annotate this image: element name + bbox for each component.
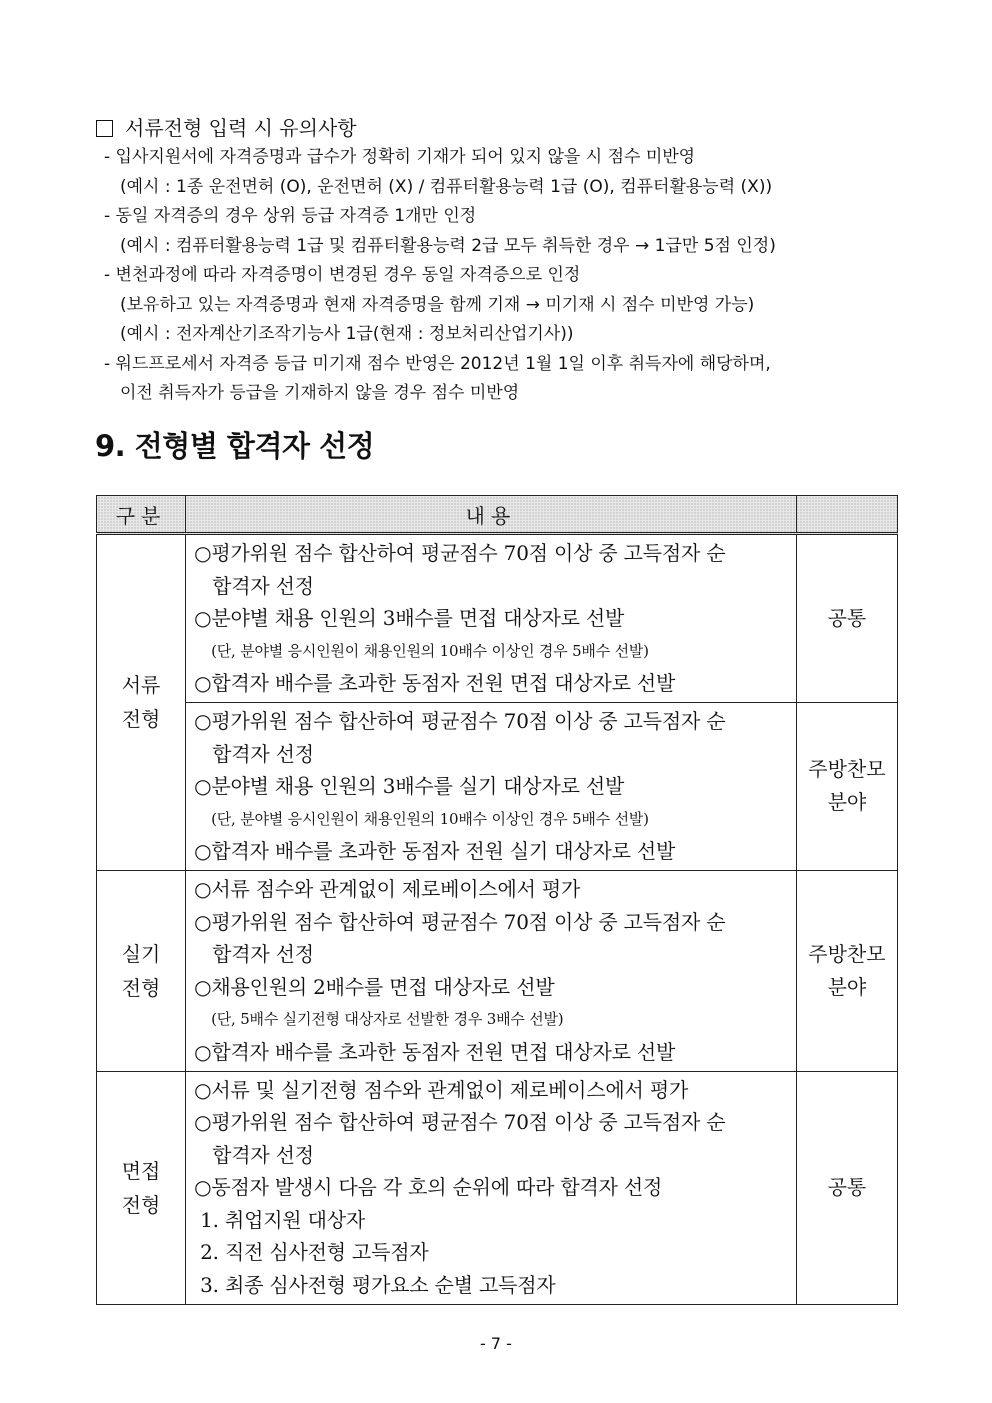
category-cell bbox=[97, 870, 186, 1071]
table-row bbox=[97, 870, 898, 1071]
table-row bbox=[97, 702, 898, 870]
content-line: 3. 최종 심사전형 평가요소 순별 고득점자 bbox=[200, 1273, 556, 1298]
notice-line: - 동일 자격증의 경우 상위 등급 자격증 1개만 인정 bbox=[104, 206, 477, 226]
content-line: 1. 취업지원 대상자 bbox=[200, 1207, 365, 1232]
notice-line: - 변천과정에 따라 자격증명이 변경된 경우 동일 자격증으로 인정 bbox=[104, 265, 581, 285]
content-line: ○평가위원 점수 합산하여 평균점수 70점 이상 중 고득점자 순 bbox=[194, 541, 726, 565]
content-line: 2. 직전 심사전형 고득점자 bbox=[200, 1240, 429, 1265]
section-heading: 9. 전형별 합격자 선정 bbox=[95, 429, 375, 463]
content-line: ○합격자 배수를 초과한 동점자 전원 실기 대상자로 선발 bbox=[194, 839, 676, 864]
category-label: 서류 전형 bbox=[121, 673, 161, 732]
content-line: ○채용인원의 2배수를 면접 대상자로 선발 bbox=[194, 974, 555, 999]
table-row bbox=[97, 1071, 898, 1304]
checkbox-square-icon bbox=[96, 120, 113, 137]
notice-lines bbox=[96, 143, 896, 409]
notice-title bbox=[96, 113, 896, 143]
content-line: ○평가위원 점수 합산하여 평균점수 70점 이상 중 고득점자 순 bbox=[194, 909, 726, 934]
content-line: ○평가위원 점수 합산하여 평균점수 70점 이상 중 고득점자 순 bbox=[194, 708, 726, 733]
notice-line: (예시 : 전자계산기조작기능사 1급(현재 : 정보처리산업기사)) bbox=[120, 324, 574, 344]
content-line: 합격자 선정 bbox=[212, 573, 314, 598]
page-number: - 7 - bbox=[480, 1334, 512, 1353]
content-line: (단, 분야별 응시인원이 채용인원의 10배수 이상인 경우 5배수 선발) bbox=[211, 641, 649, 660]
content-cell bbox=[186, 702, 797, 870]
notice-line: - 입사지원서에 자격증명과 급수가 정확히 기재가 되어 있지 않을 시 점수 미반영 bbox=[104, 147, 696, 167]
selection-table bbox=[96, 495, 898, 1305]
content-line: (단, 5배수 실기전형 대상자로 선발한 경우 3배수 선발) bbox=[211, 1010, 564, 1029]
notice-line: (보유하고 있는 자격증명과 현재 자격증명을 함께 기재 → 미기재 시 점수 미반영 가능) bbox=[120, 294, 755, 315]
content-line: (단, 분야별 응시인원이 채용인원의 10배수 이상인 경우 5배수 선발) bbox=[211, 809, 649, 828]
header-category: 구분 bbox=[97, 496, 186, 534]
scope-label: 공통 bbox=[827, 605, 867, 630]
scope-label: 주방찬모 분야 bbox=[808, 757, 886, 815]
content-line: 합격자 선정 bbox=[212, 1142, 314, 1167]
scope-label: 주방찬모 분야 bbox=[808, 941, 886, 999]
category-label: 실기 전형 bbox=[121, 941, 161, 1000]
notice-line: - 워드프로세서 자격증 등급 미기재 점수 반영은 2012년 1월 1일 이후 취득자에 해당하며, bbox=[104, 353, 771, 374]
scope-cell bbox=[796, 870, 897, 1071]
notice-title-text: 서류전형 입력 시 유의사항 bbox=[125, 116, 357, 140]
notice-section bbox=[96, 113, 896, 409]
content-line: 합격자 선정 bbox=[212, 942, 314, 967]
table-row bbox=[97, 534, 898, 703]
content-line: ○서류 점수와 관계없이 제로베이스에서 평가 bbox=[194, 876, 581, 901]
content-line: ○평가위원 점수 합산하여 평균점수 70점 이상 중 고득점자 순 bbox=[194, 1110, 726, 1135]
category-cell bbox=[97, 534, 186, 871]
content-cell bbox=[186, 534, 797, 703]
content-line: ○동점자 발생시 다음 각 호의 순위에 따라 합격자 선정 bbox=[194, 1175, 663, 1200]
scope-label: 공통 bbox=[827, 1175, 867, 1200]
content-line: ○분야별 채용 인원의 3배수를 면접 대상자로 선발 bbox=[194, 606, 625, 631]
notice-line: (예시 : 1종 운전면허 (O), 운전면허 (X) / 컴퓨터활용능력 1급 (O), 컴퓨터활용능력 (X)) bbox=[120, 176, 773, 197]
scope-cell bbox=[796, 1071, 897, 1304]
content-cell bbox=[186, 1071, 797, 1304]
notice-line: 이전 취득자가 등급을 기재하지 않을 경우 점수 미반영 bbox=[120, 383, 520, 403]
header-scope bbox=[796, 496, 897, 534]
scope-cell bbox=[796, 534, 897, 703]
content-cell bbox=[186, 870, 797, 1071]
content-line: ○분야별 채용 인원의 3배수를 실기 대상자로 선발 bbox=[194, 774, 625, 799]
content-line: 합격자 선정 bbox=[212, 741, 314, 766]
header-content: 내용 bbox=[186, 496, 797, 534]
content-line: ○서류 및 실기전형 점수와 관계없이 제로베이스에서 평가 bbox=[194, 1077, 689, 1102]
scope-cell bbox=[796, 702, 897, 870]
table-header-row bbox=[97, 496, 898, 534]
category-cell bbox=[97, 1071, 186, 1304]
category-label: 면접 전형 bbox=[121, 1158, 161, 1217]
content-line: ○합격자 배수를 초과한 동점자 전원 면접 대상자로 선발 bbox=[194, 671, 676, 696]
content-line: ○합격자 배수를 초과한 동점자 전원 면접 대상자로 선발 bbox=[194, 1039, 676, 1064]
notice-line: (예시 : 컴퓨터활용능력 1급 및 컴퓨터활용능력 2급 모두 취득한 경우 → 1급만 5점 인정) bbox=[120, 235, 776, 256]
